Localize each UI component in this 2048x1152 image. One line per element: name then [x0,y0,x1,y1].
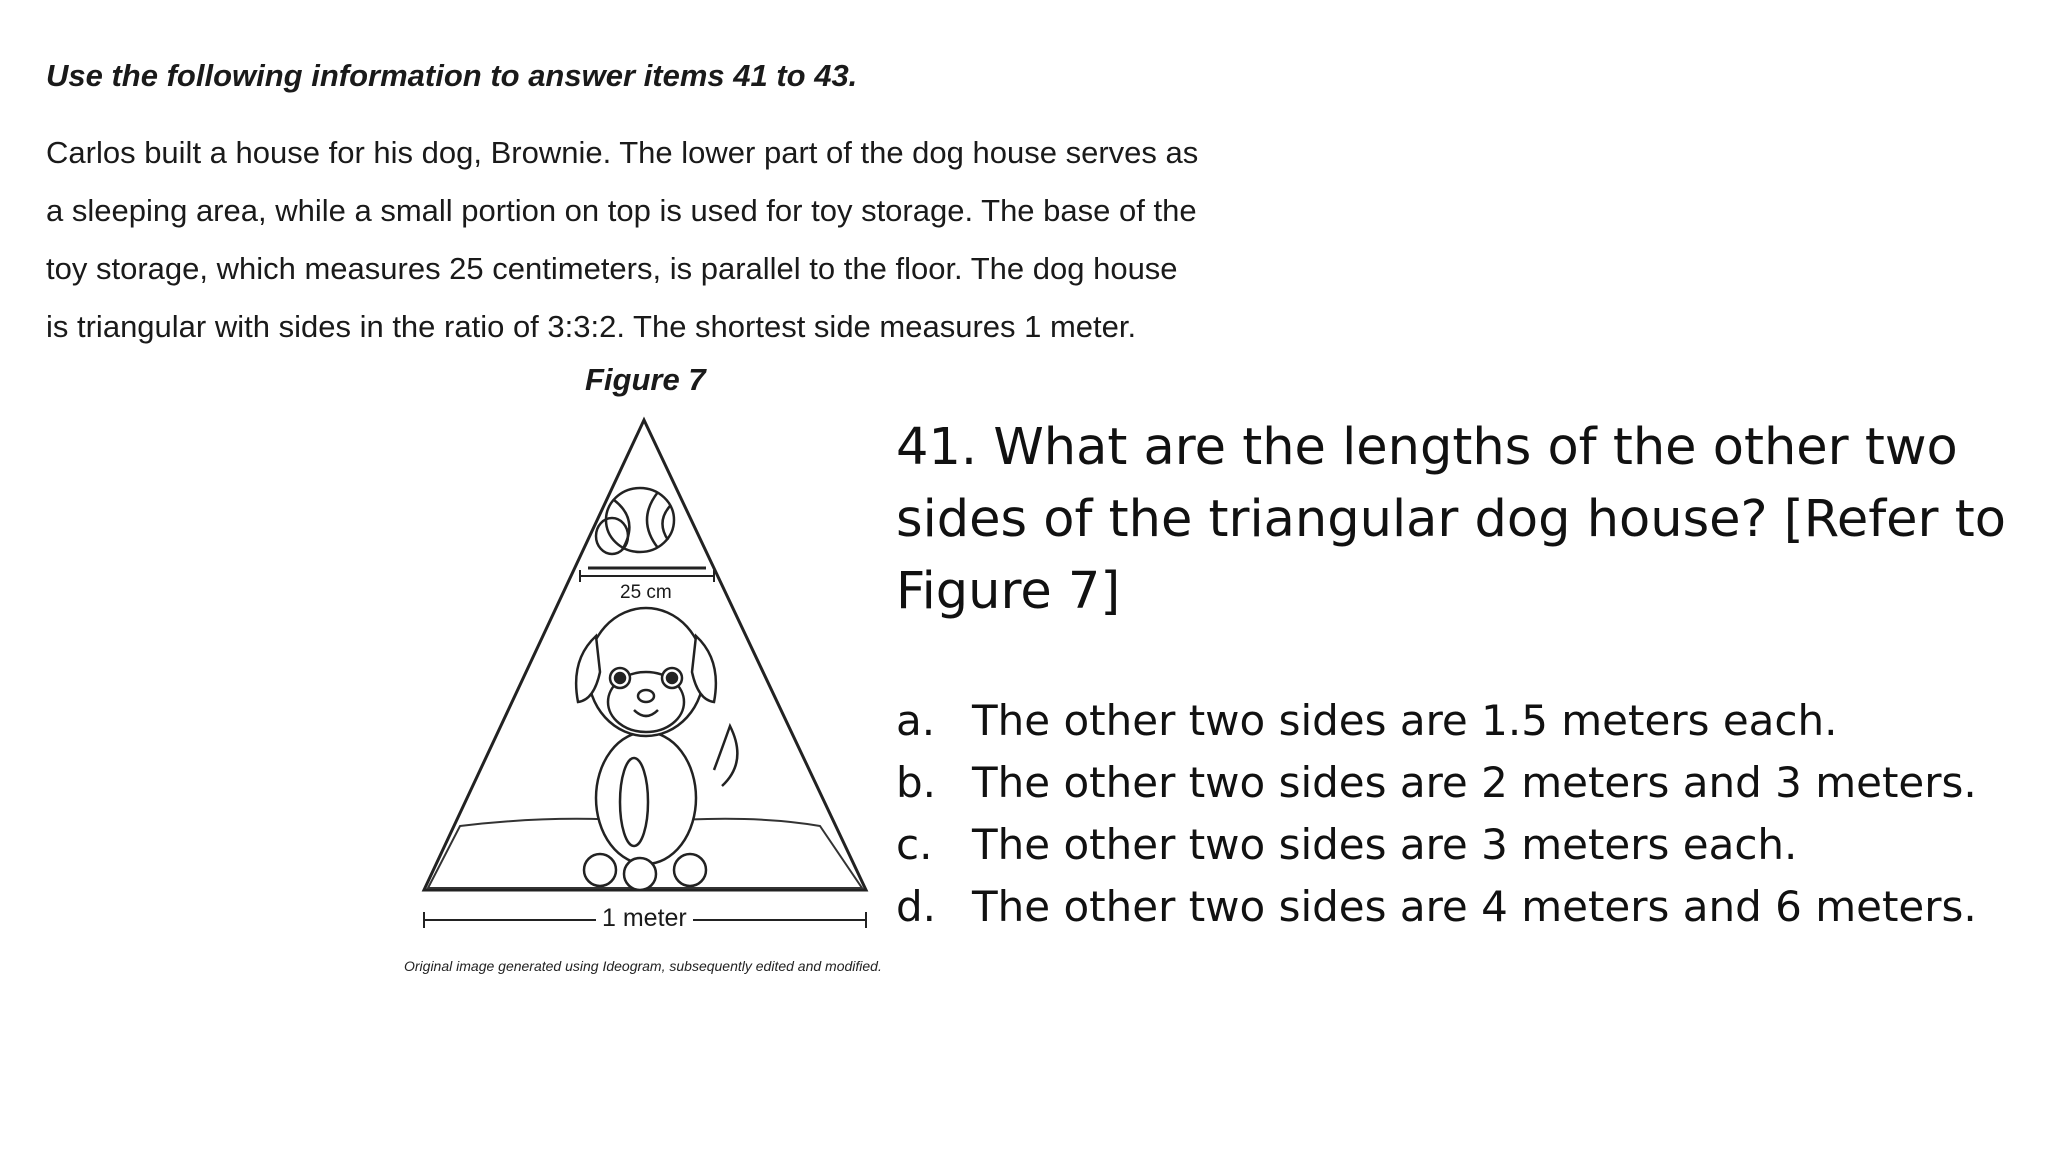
dog-house-figure [400,410,880,950]
instruction-heading: Use the following information to answer items 41 to 43. [46,58,858,93]
choice-letter: c. [896,820,933,869]
choice-c[interactable] [896,814,2036,876]
toy-icon [596,518,628,554]
dog-house-illustration [400,410,880,950]
passage-line: a sleeping area, while a small portion on top is used for toy storage. The base of the [46,193,1197,228]
question-text: 41. What are the lengths of the other two sides of the triangular dog house? [Refer to Figure 7] [896,418,2006,621]
choice-text: The other two sides are 4 meters and 6 meters. [972,882,1977,931]
choice-text: The other two sides are 2 meters and 3 meters. [972,758,1977,807]
passage-line: is triangular with sides in the ratio of 3:3:2. The shortest side measures 1 meter. [46,309,1137,344]
choice-a[interactable] [896,690,2036,752]
base-length-label: 1 meter [596,904,693,933]
passage [46,124,1346,356]
choice-letter: a. [896,696,936,745]
passage-line: toy storage, which measures 25 centimeters, is parallel to the floor. The dog house [46,251,1178,286]
choice-letter: d. [896,882,937,931]
answer-choices [896,690,2036,938]
choice-letter: b. [896,758,937,807]
choice-text: The other two sides are 1.5 meters each. [972,696,1838,745]
choice-b[interactable] [896,752,2036,814]
storage-width-label: 25 cm [620,582,672,603]
choice-d[interactable] [896,876,2036,938]
ball-icon [606,488,674,552]
dog-icon [576,608,737,890]
choice-text: The other two sides are 3 meters each. [972,820,1798,869]
passage-line: Carlos built a house for his dog, Brownie. The lower part of the dog house serves as [46,135,1199,170]
figure-caption: Original image generated using Ideogram, subsequently edited and modified. [404,958,882,974]
figure-title: Figure 7 [585,362,706,397]
